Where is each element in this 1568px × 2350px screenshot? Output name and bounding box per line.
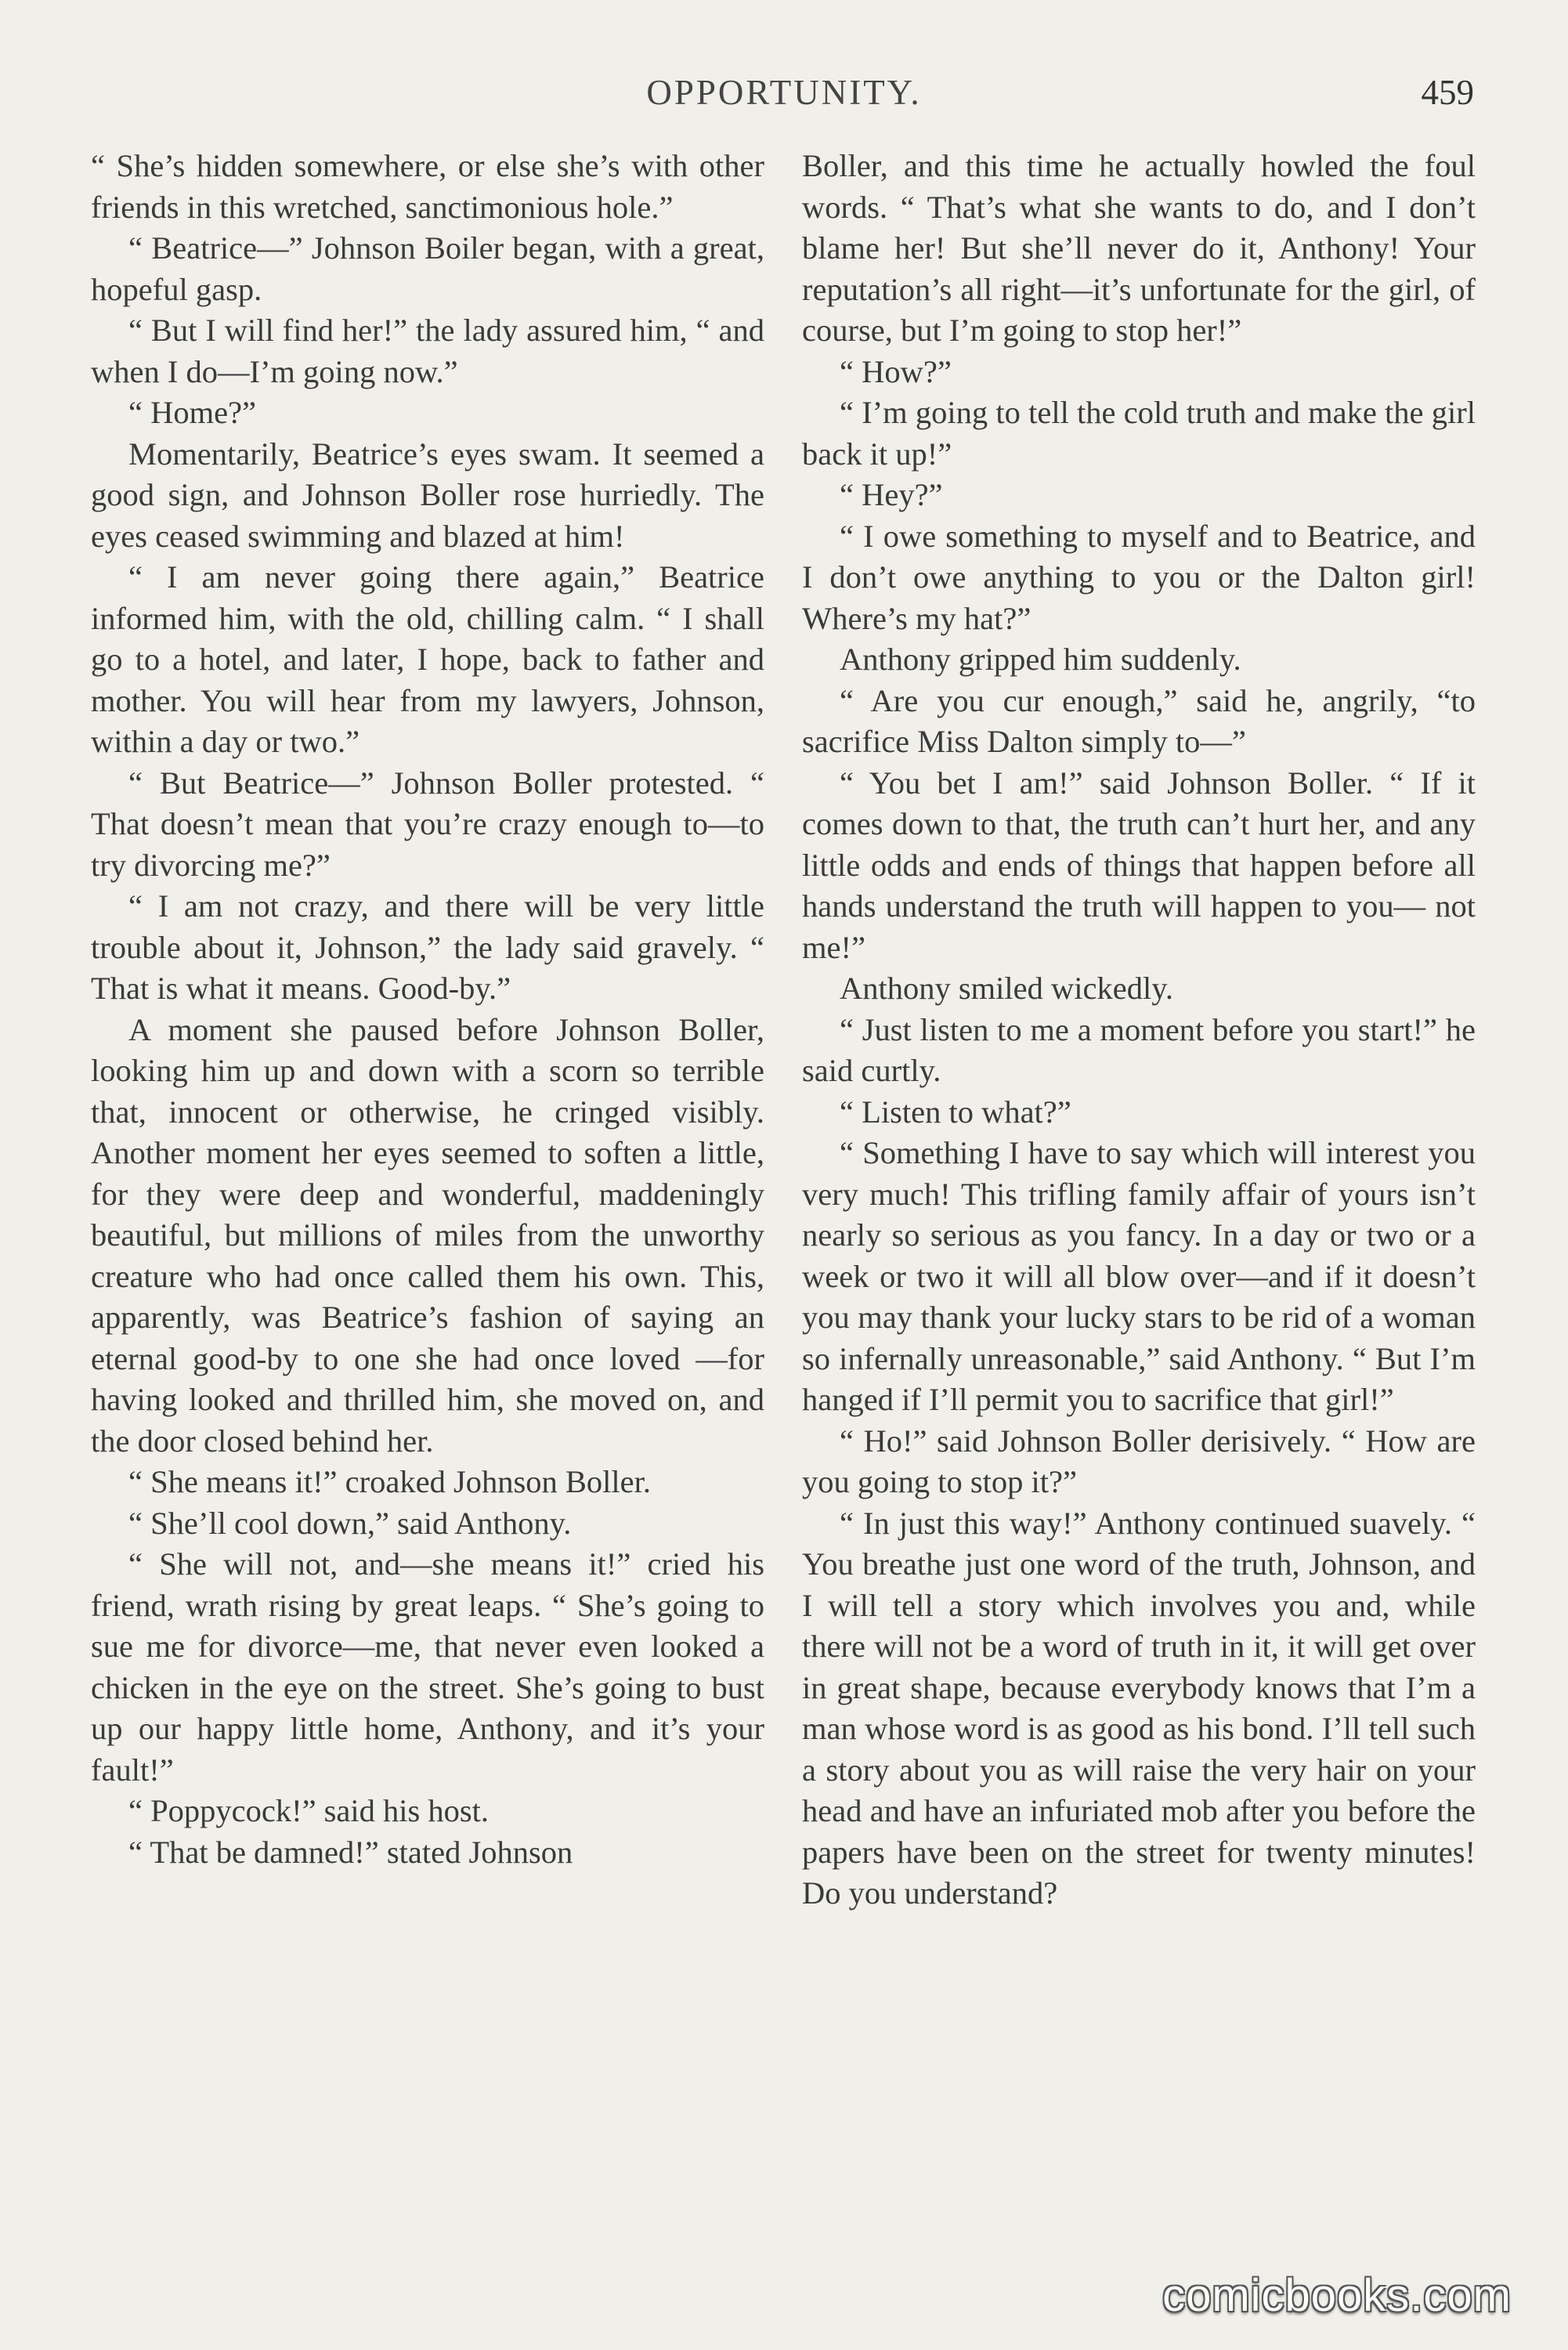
right-column [802,146,1476,1914]
paragraph: “ That be damned!” stated Johnson [128,1834,573,1870]
paragraph: “ She’s hidden somewhere, or else she’s with other friends in this wretched, sanctimonious hole.” [91,148,764,225]
paragraph: “ Home?” [128,395,257,430]
paragraph: “ I owe something to myself and to Beatrice, and I don’t owe anything to you or the Dalton girl! Where’s my hat?” [802,518,1476,636]
paragraph: Boller, and this time he actually howled the foul words. “ That’s what she wants to do, and I don’t blame her! But she’ll never do it, Anthony! Your reputation’s all right—it’s unfortunate for the girl, of course, but I’m going to stop her!” [802,148,1476,348]
paragraph: “ Hey?” [840,477,943,512]
page-header [0,72,1568,116]
paragraph: Anthony gripped him suddenly. [840,642,1241,677]
paragraph: “ I’m going to tell the cold truth and make the girl back it up!” [802,395,1476,472]
paragraph: Momentarily, Beatrice’s eyes swam. It seemed a good sign, and Johnson Boller rose hurriedly. The eyes ceased swimming and blazed at him! [91,436,764,554]
paragraph: “ You bet I am!” said Johnson Boller. “ If it comes down to that, the truth can’t hurt her, and any little odds and ends of things that happen before all hands understand the truth will happen to you— not me!” [802,765,1476,965]
running-title: OPPORTUNITY. [646,73,922,112]
paragraph: “ I am never going there again,” Beatrice informed him, with the old, chilling calm. “ I shall go to a hotel, and later, I hope, back to father and mother. You will hear from my lawyers, Johnson, within a day or two.” [91,559,764,759]
paragraph: A moment she paused before Johnson Boller, looking him up and down with a scorn so terrible that, innocent or otherwise, he cringed visibly. Another moment her eyes seemed to soften a little, for they were deep and wonderful, maddeningly beautiful, but millions of miles from the unworthy creature who had once called them his own. This, apparently, was Beatrice’s fashion of saying an eternal good-by to one she had once loved —for having looked and thrilled him, she moved on, and the door closed behind her. [91,1011,764,1459]
site-watermark: comicbooks.com [1162,2270,1512,2321]
left-column [91,146,764,1873]
paragraph: “ Just listen to me a moment before you start!” he said curtly. [802,1011,1476,1088]
paragraph: “ She will not, and—she means it!” cried his friend, wrath rising by great leaps. “ She’s going to sue me for divorce—me, that never even looked a chicken in the eye on the street. She’s going to bust up our happy little home, Anthony, and it’s your fault!” [91,1546,764,1788]
paragraph: “ She means it!” croaked Johnson Boller. [128,1464,651,1499]
paragraph: “ Ho!” said Johnson Boller derisively. “ How are you going to stop it?” [802,1423,1476,1499]
paragraph: “ But I will find her!” the lady assured him, “ and when I do—I’m going now.” [91,313,764,389]
paragraph: “ Poppycock!” said his host. [128,1793,490,1828]
paragraph: “ Are you cur enough,” said he, angrily, “to sacrifice Miss Dalton simply to—” [802,682,1476,759]
paragraph: “ Listen to what?” [840,1094,1071,1130]
paragraph: “ I am not crazy, and there will be very little trouble about it, Johnson,” the lady said gravely. “ That is what it means. Good-by.” [91,888,764,1006]
paragraph: “ She’ll cool down,” said Anthony. [128,1505,572,1541]
paragraph: “ Something I have to say which will interest you very much! This trifling family affair of yours isn’t nearly so serious as you fancy. In a day or two or a week or two it will all blow over—and if it doesn’t you may thank your lucky stars to be rid of a woman so infernally unreasonable,” said Anthony. “ But I’m hanged if I’ll permit you to sacrifice that girl!” [802,1135,1476,1417]
paragraph: “ How?” [840,353,952,389]
page-number: 459 [1421,73,1474,112]
paragraph: “ Beatrice—” Johnson Boiler began, with a great, hopeful gasp. [91,230,764,307]
paragraph: “ In just this way!” Anthony continued suavely. “ You breathe just one word of the truth, Johnson, and I will tell a story which involves you and, while there will not be a word of truth in it, it will get over in great shape, because everybody knows that I’m a man whose word is as good as his bond. I’ll tell such a story about you as will raise the very hair on your head and have an infuriated mob after you before the papers have been on the street for twenty minutes! Do you understand? [802,1505,1476,1911]
paragraph: “ But Beatrice—” Johnson Boller protested. “ That doesn’t mean that you’re crazy enough to—to try divorcing me?” [91,765,764,883]
paragraph: Anthony smiled wickedly. [840,971,1173,1006]
